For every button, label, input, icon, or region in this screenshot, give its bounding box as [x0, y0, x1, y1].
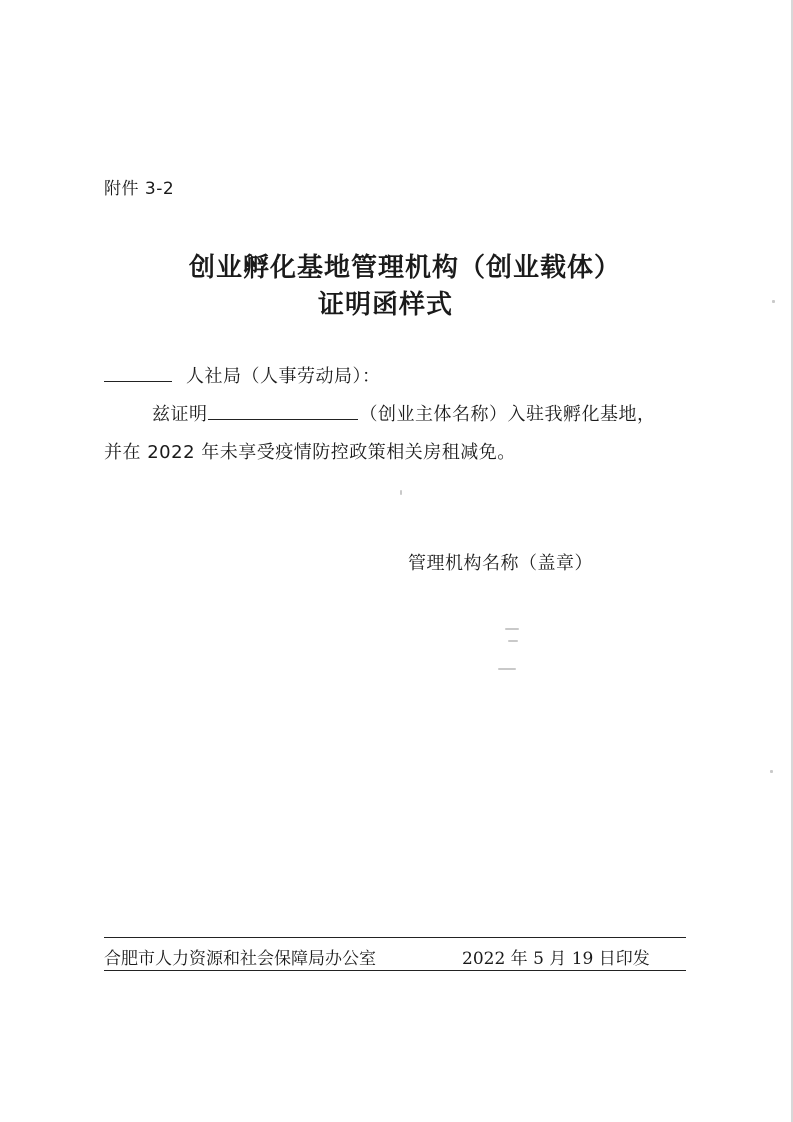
body-line-2: 并在 2022 年未享受疫情防控政策相关房租减免。 [104, 442, 516, 463]
addressee-text: 人社局（人事劳动局）： [186, 366, 381, 387]
scan-speck [772, 300, 775, 303]
document-title-line-1: 创业孵化基地管理机构（创业载体） [189, 253, 622, 283]
addressee-line [104, 362, 381, 388]
body-line-1 [152, 400, 656, 426]
scan-speck [508, 640, 518, 642]
footer-issue-date: 2022 年 5 月 19 日印发 [462, 949, 650, 969]
scan-speck [505, 628, 519, 630]
scan-speck [770, 770, 773, 773]
footer-issuer: 合肥市人力资源和社会保障局办公室 [104, 949, 376, 969]
attachment-label: 附件 3-2 [104, 179, 175, 199]
entity-name-blank [208, 403, 358, 420]
signature-line: 管理机构名称（盖章） [408, 553, 593, 574]
body-line-1-suffix: （创业主体名称）入驻我孵化基地， [359, 404, 656, 425]
footer-rule-top [104, 937, 686, 938]
footer-rule-bottom [104, 970, 686, 971]
document-title-line-2: 证明函样式 [318, 290, 454, 320]
scan-speck [498, 668, 516, 670]
scan-speck [400, 490, 402, 495]
body-line-1-prefix: 兹证明 [152, 404, 208, 425]
addressee-blank [104, 365, 172, 382]
